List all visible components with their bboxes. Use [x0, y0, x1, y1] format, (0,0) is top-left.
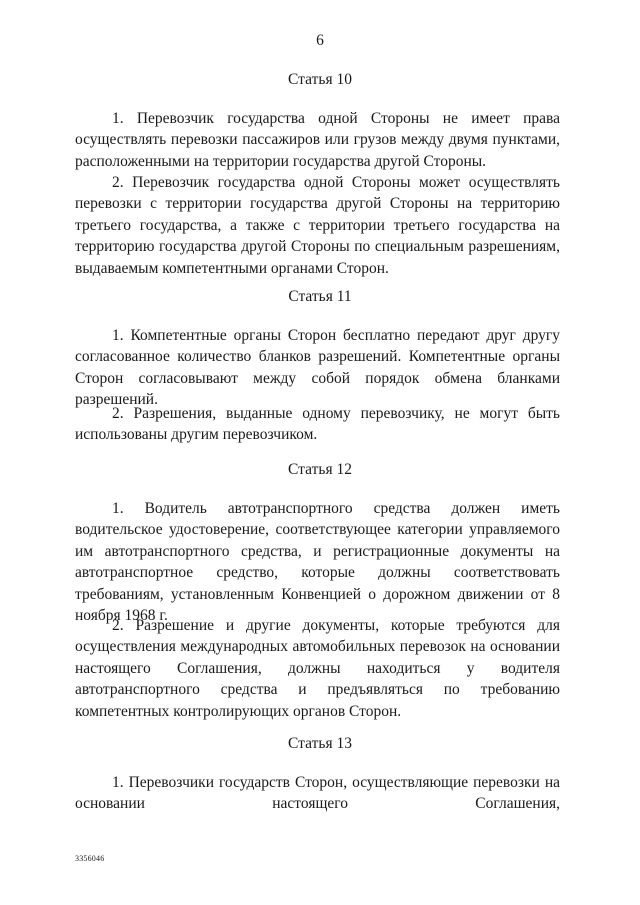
article-11-paragraph-2: 2. Разрешения, выданные одному перевозчику, не могут быть использованы другим перевозчиком. — [75, 405, 560, 444]
article-13-paragraph-1: 1. Перевозчики государств Сторон, осуществляющие перевозки на основании настоящего Соглашения, — [75, 774, 560, 813]
article-11-paragraph-1: 1. Компетентные органы Сторон бесплатно передают друг другу согласованное количество бланков разрешений. Компетентные органы Сторон согласовывают между собой порядок обмена бланками разрешений. — [75, 327, 560, 409]
article-10-paragraph-1: 1. Перевозчик государства одной Стороны не имеет права осуществлять перевозки пассажиров или грузов между двумя пунктами, расположенными на территории государства другой Стороны. — [75, 110, 560, 170]
article-11-heading: Статья 11 — [288, 288, 352, 305]
article-12-paragraph-2: 2. Разрешение и другие документы, которые требуются для осуществления международных автомобильных перевозок на основании настоящего Соглашения, должны находиться у водителя автотранспортного средства и предъявляться по требованию компетентных контролирующих органов Сторон. — [75, 617, 560, 720]
article-12-heading: Статья 12 — [288, 461, 352, 478]
article-10-paragraph-2: 2. Перевозчик государства одной Стороны может осуществлять перевозки с территории государства другой Стороны на территорию третьего государства, а также с территории третьего государства на территорию государства другой Стороны по специальным разрешениям, выдаваемым компетентными органами Сторон. — [75, 174, 560, 277]
article-10-heading: Статья 10 — [288, 71, 352, 88]
document-code: 3356046 — [75, 854, 105, 863]
article-12-paragraph-1: 1. Водитель автотранспортного средства должен иметь водительское удостоверение, соответствующее категории управляемого им автотранспортного средства, и регистрационные документы на автотранспортное средство, которые должны соответствовать требованиям, установленным Конвенцией о дорожном движении от 8 ноября 1968 г. — [75, 500, 560, 625]
article-13-heading: Статья 13 — [288, 735, 352, 752]
page-number: 6 — [316, 32, 324, 49]
